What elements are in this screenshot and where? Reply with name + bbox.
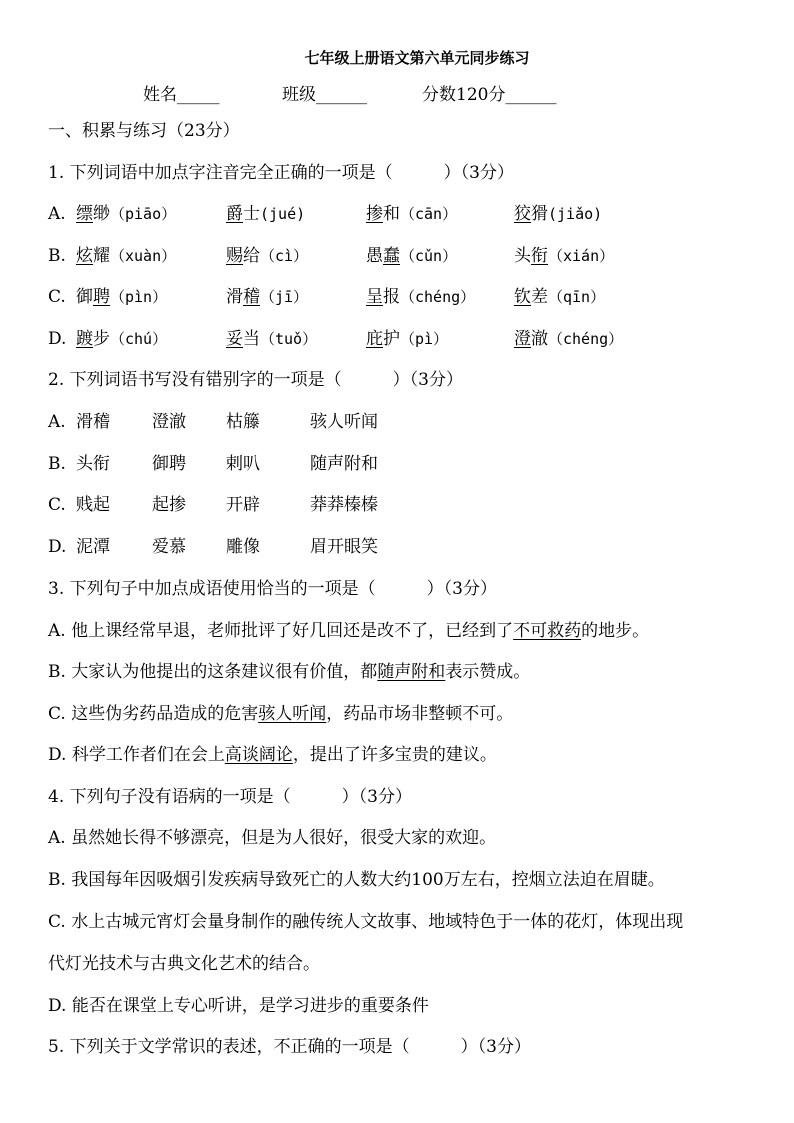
q1-option-letter: C. (48, 287, 66, 307)
q2-option-word: 头衔 (76, 454, 110, 474)
q2-option-word: 御聘 (152, 454, 186, 474)
q2-option-word: 起掺 (152, 495, 186, 515)
q4-stem: 4. 下列句子没有语病的一项是（ ）（3分） (48, 787, 412, 807)
q4-option-d: D. 能否在课堂上专心听讲，是学习进步的重要条件 (48, 996, 429, 1016)
q4-option-b: B. 我国每年因吸烟引发疾病导致死亡的人数大约100万左右，控烟立法迫在眉睫。 (48, 870, 665, 890)
q1-option-letter: D. (48, 329, 67, 349)
q1-option-letter: A. (48, 204, 66, 224)
q4-option-c-line1: C. 水上古城元宵灯会量身制作的融传统人文故事、地域特色于一体的花灯，体现出现 (48, 912, 684, 932)
q2-option-word: 澄澈 (152, 412, 186, 432)
q2-option-word: 爱慕 (152, 537, 186, 557)
q2-option-word: 滑稽 (76, 412, 110, 432)
q2-option-word: 剌叭 (226, 454, 260, 474)
q1-option-word: 头衔（xián） (514, 246, 615, 266)
q1-option-word: 澄澈（chéng） (514, 329, 624, 349)
q2-option-word: 泥潭 (76, 537, 110, 557)
q2-option-word: 开辟 (226, 495, 260, 515)
q2-option-letter: D. (48, 537, 67, 557)
q1-option-word: 爵士(jué) (226, 204, 306, 224)
q2-option-word: 骇人听闻 (310, 412, 378, 432)
name-field: 姓名_____ (143, 85, 220, 105)
q5-stem: 5. 下列关于文学常识的表述，不正确的一项是（ ）（3分） (48, 1037, 531, 1057)
q1-option-word: 踱步（chú） (76, 329, 168, 349)
q1-option-word: 庇护（pì） (366, 329, 449, 349)
q2-option-word: 莽莽榛榛 (310, 495, 378, 515)
q4-option-a: A. 虽然她长得不够漂亮，但是为人很好，很受大家的欢迎。 (48, 828, 497, 848)
q1-option-letter: B. (48, 246, 66, 266)
q1-option-word: 狡猾(jiǎo) (514, 204, 603, 224)
q2-option-word: 枯籐 (226, 412, 260, 432)
score-field: 分数120分______ (422, 85, 557, 105)
q2-option-word: 眉开眼笑 (310, 537, 378, 557)
section-heading: 一、积累与练习（23分） (48, 121, 240, 141)
q3-option-b: B. 大家认为他提出的这条建议很有价值，都随声附和表示赞成。 (48, 662, 531, 682)
q1-option-word: 炫耀（xuàn） (76, 246, 177, 266)
q3-option-a: A. 他上课经常早退，老师批评了好几回还是改不了，已经到了不可救药的地步。 (48, 621, 650, 641)
q2-option-word: 贱起 (76, 495, 110, 515)
page-title: 七年级上册语文第六单元同步练习 (304, 49, 530, 67)
q1-option-word: 赐给（cì） (226, 246, 309, 266)
class-field: 班级______ (282, 85, 367, 105)
q2-option-word: 随声附和 (310, 454, 378, 474)
q2-stem: 2. 下列词语书写没有错别字的一项是（ ）（3分） (48, 370, 463, 390)
q1-option-word: 妥当（tuǒ） (226, 329, 318, 349)
q1-option-word: 钦差（qīn） (514, 287, 606, 307)
q3-option-d: D. 科学工作者们在会上高谈阔论，提出了许多宝贵的建议。 (48, 745, 497, 765)
q1-stem: 1. 下列词语中加点字注音完全正确的一项是（ ）（3分） (48, 163, 514, 183)
q2-option-word: 雕像 (226, 537, 260, 557)
q3-option-c: C. 这些伪劣药品造成的危害骇人听闻，药品市场非整顿不可。 (48, 704, 514, 724)
q3-stem: 3. 下列句子中加点成语使用恰当的一项是（ ）（3分） (48, 579, 497, 599)
q1-option-word: 御聘（pìn） (76, 287, 168, 307)
q2-option-letter: B. (48, 454, 66, 474)
q1-option-word: 滑稽（jī） (226, 287, 309, 307)
q1-option-word: 缥缈（piāo） (76, 204, 177, 224)
q1-option-word: 愚蠢（cǔn） (366, 246, 458, 266)
q4-option-c-line2: 代灯光技术与古典文化艺术的结合。 (48, 954, 320, 974)
q2-option-letter: A. (48, 412, 66, 432)
q2-option-letter: C. (48, 495, 66, 515)
q1-option-word: 掺和（cān） (366, 204, 458, 224)
q1-option-word: 呈报（chéng） (366, 287, 476, 307)
